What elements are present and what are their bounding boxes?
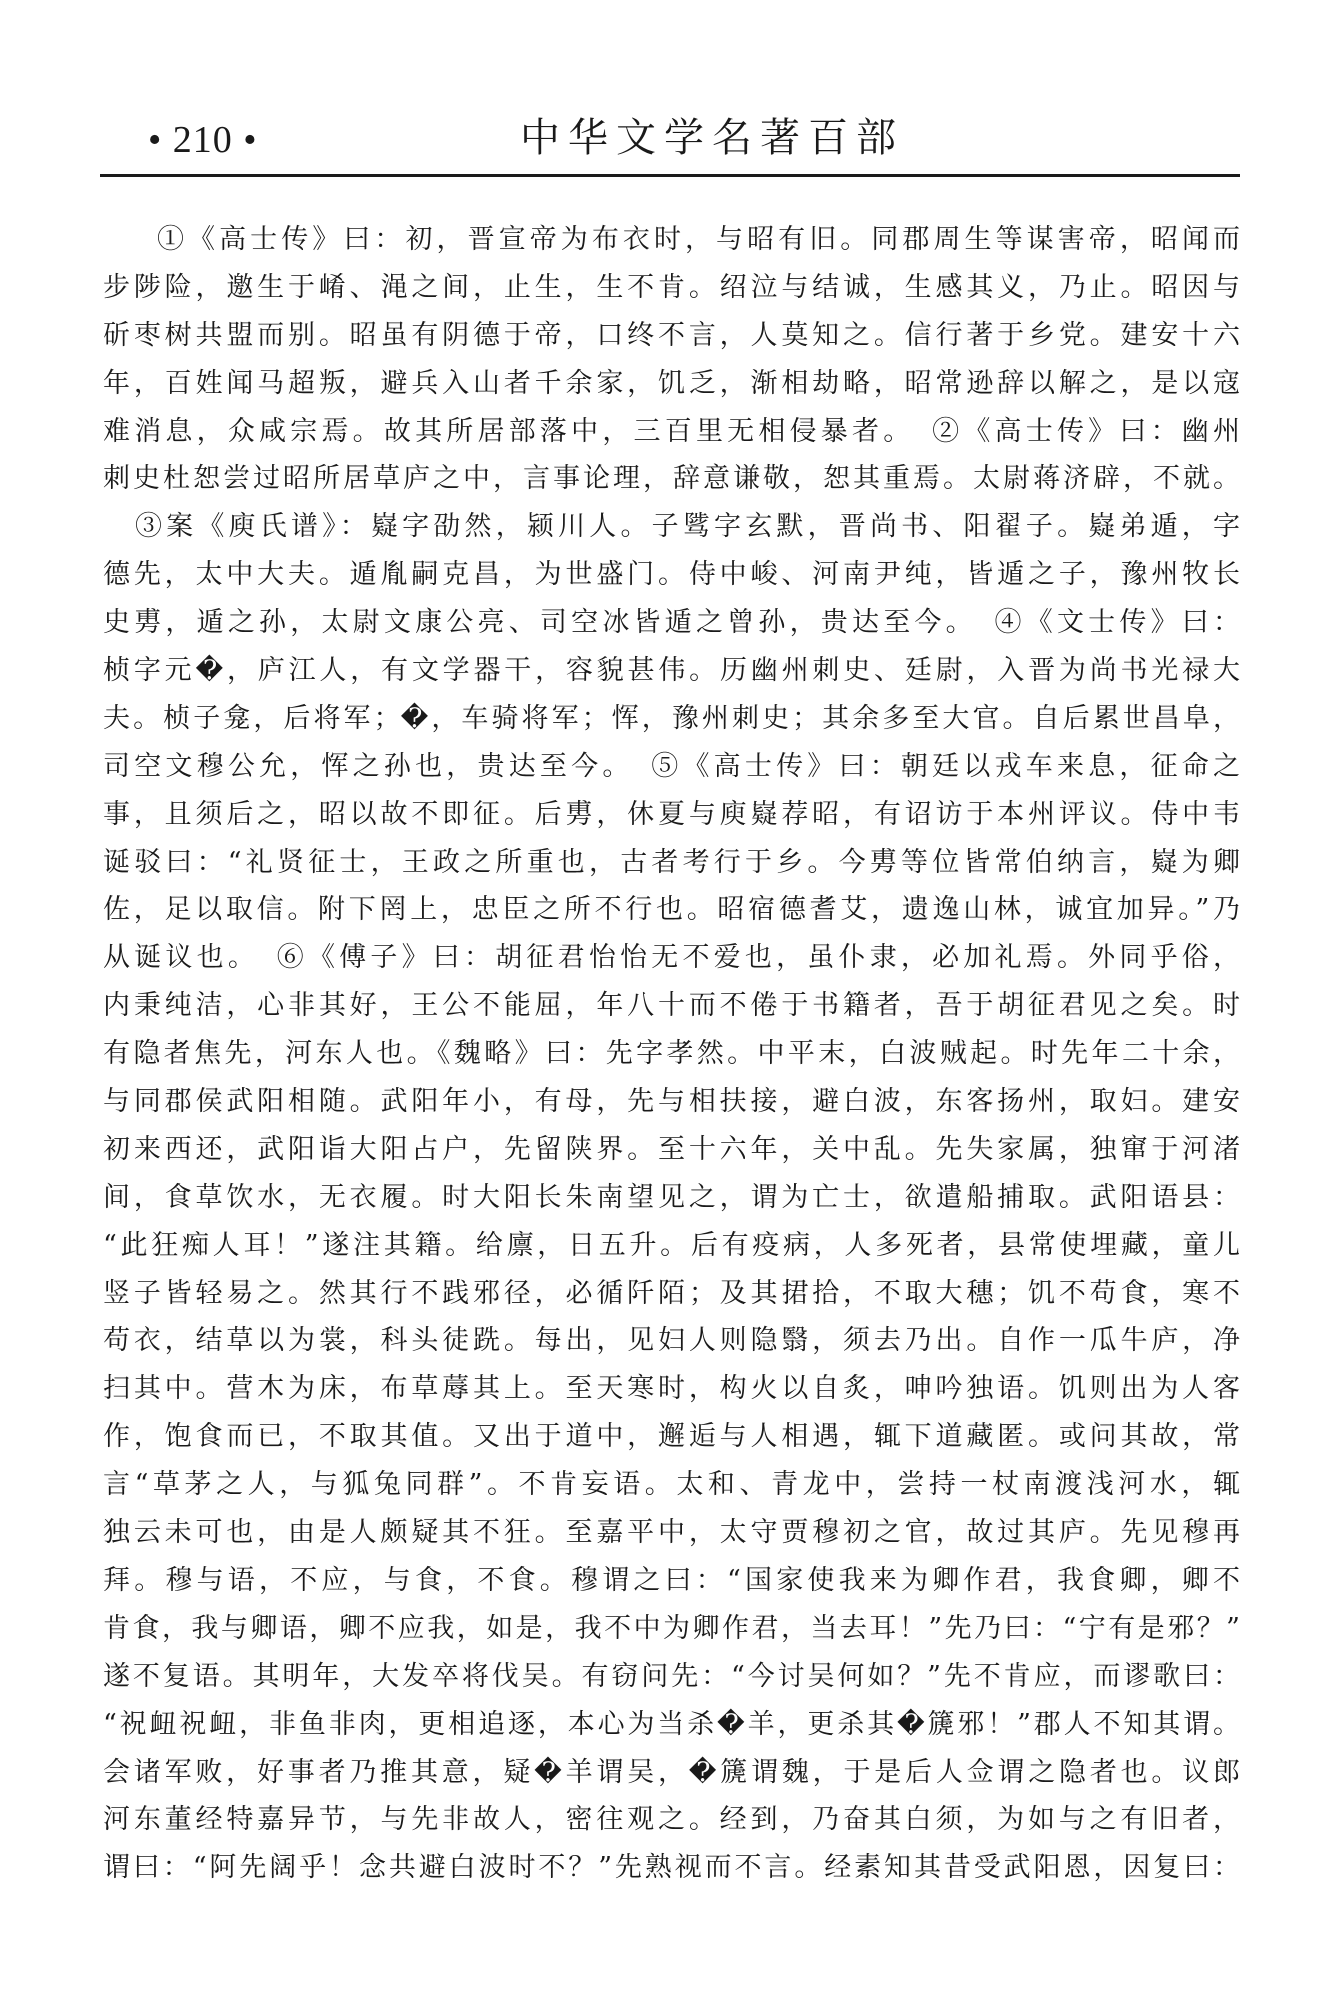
text-line: 刺史杜恕尝过昭所居草庐之中，言事论理，辞意谦敬，恕其重焉。太尉蒋济辟，不就。 — [103, 463, 1240, 495]
text-line: 河东董经特嘉异节，与先非故人，密往观之。经到，乃奋其白须，为如与之有旧者， — [103, 1804, 1240, 1836]
text-line: 间，食草饮水，无衣履。时大阳长朱南望见之，谓为亡士，欲遣船捕取。武阳语县： — [103, 1181, 1240, 1213]
text-line: 年，百姓闻马超叛，避兵入山者千余家，饥乏，渐相劫略，昭常逊辞以解之，是以寇 — [103, 367, 1240, 399]
text-line: ③案《庾氏谱》：嶷字劭然，颍川人。子骘字玄默，晋尚书、阳翟子。嶷弟遁，字 — [135, 511, 1240, 543]
text-line: 从诞议也。 ⑥《傅子》曰：胡征君怡怡无不爱也，虽仆隶，必加礼焉。外同乎俗， — [103, 942, 1240, 974]
text-line: 史旉，遁之孙，太尉文康公亮、司空冰皆遁之曾孙，贵达至今。 ④《文士传》曰： — [103, 607, 1240, 639]
page-number: • 210 • — [148, 119, 258, 161]
text-line: 苟衣，结草以为裳，科头徒跣。每出，见妇人则隐翳，须去乃出。自作一瓜牛庐，净 — [103, 1325, 1240, 1357]
text-line: 诞驳曰：“礼贤征士，王政之所重也，古者考行于乡。今旉等位皆常伯纳言，嶷为卿 — [103, 846, 1240, 878]
text-line: 会诸军败，好事者乃推其意，疑�羊谓吴，�篪谓魏，于是后人佥谓之隐者也。议郎 — [103, 1756, 1240, 1788]
text-line: 言“草茅之人，与狐兔同群”。不肯妄语。太和、青龙中，尝持一杖南渡浅河水，辄 — [103, 1469, 1240, 1501]
text-line: 难消息，众咸宗焉。故其所居部落中，三百里无相侵暴者。 ②《高士传》曰：幽州 — [103, 415, 1240, 447]
text-line: 夫。桢子龛，后将军；�，车骑将军；恽，豫州刺史；其余多至大官。自后累世昌阜， — [103, 702, 1240, 734]
book-title: 中华文学名著百部 — [520, 115, 904, 161]
text-line: 拜。穆与语，不应，与食，不食。穆谓之曰：“国家使我来为卿作君，我食卿，卿不 — [103, 1564, 1240, 1596]
header-rule — [100, 174, 1240, 177]
text-line: 步陟险，邀生于崤、渑之间，止生，生不肯。绍泣与结诚，生感其义，乃止。昭因与 — [103, 271, 1240, 303]
text-line: 内秉纯洁，心非其好，王公不能屈，年八十而不倦于书籍者，吾于胡征君见之矣。时 — [103, 990, 1240, 1022]
text-line: 独云未可也，由是人颇疑其不狂。至嘉平中，太守贾穆初之官，故过其庐。先见穆再 — [103, 1517, 1240, 1549]
text-line: 初来西还，武阳诣大阳占户，先留陕界。至十六年，关中乱。先失家属，独窜于河渚 — [103, 1133, 1240, 1165]
text-line: ①《高士传》曰：初，晋宣帝为布衣时，与昭有旧。同郡周生等谋害帝，昭闻而 — [157, 224, 1240, 255]
text-line: 事，且须后之，昭以故不即征。后旉，休夏与庾嶷荐昭，有诏访于本州评议。侍中韦 — [103, 798, 1240, 830]
text-line: 扫其中。营木为床，布草蓐其上。至天寒时，构火以自炙，呻吟独语。饥则出为人客 — [103, 1373, 1240, 1405]
text-line: 德先，太中大夫。遁胤嗣克昌，为世盛门。侍中峻、河南尹纯，皆遁之子，豫州牧长 — [103, 559, 1240, 591]
running-header — [100, 100, 1240, 172]
text-line: 谓曰：“阿先阔乎！念共避白波时不？”先熟视而不言。经素知其昔受武阳恩，因复曰： — [103, 1852, 1240, 1884]
text-line: 竖子皆轻易之。然其行不践邪径，必循阡陌；及其捃拾，不取大穗；饥不苟食，寒不 — [103, 1277, 1240, 1309]
commentary-text — [103, 216, 1240, 1892]
text-line: 桢字元�，庐江人，有文学器干，容貌甚伟。历幽州刺史、廷尉，入晋为尚书光禄大 — [103, 655, 1240, 687]
text-line: 司空文穆公允，恽之孙也，贵达至今。 ⑤《高士传》曰：朝廷以戎车来息，征命之 — [103, 750, 1240, 782]
text-line: 遂不复语。其明年，大发卒将伐吴。有窃问先：“今讨吴何如？”先不肯应，而谬歌曰： — [103, 1660, 1240, 1692]
text-line: 与同郡侯武阳相随。武阳年小，有母，先与相扶接，避白波，东客扬州，取妇。建安 — [103, 1086, 1240, 1118]
text-line: 肯食，我与卿语，卿不应我，如是，我不中为卿作君，当去耳！”先乃曰：“宁有是邪？” — [103, 1612, 1240, 1644]
text-line: 作，饱食而已，不取其值。又出于道中，邂逅与人相遇，辄下道藏匿。或问其故，常 — [103, 1421, 1240, 1453]
text-line: 佐，足以取信。附下罔上，忠臣之所不行也。昭宿德耆艾，遗逸山林，诚宜加异。”乃 — [103, 894, 1240, 926]
text-line: “此狂痴人耳！”遂注其籍。给廪，日五升。后有疫病，人多死者，县常使埋藏，童儿 — [103, 1229, 1240, 1261]
text-line: “祝衄祝衄，非鱼非肉，更相追逐，本心为当杀�羊，更杀其�篪邪！”郡人不知其谓。 — [103, 1708, 1240, 1740]
text-line: 有隐者焦先，河东人也。《魏略》曰：先字孝然。中平末，白波贼起。时先年二十余， — [103, 1038, 1240, 1070]
text-line: 斫枣树共盟而别。昭虽有阴德于帝，口终不言，人莫知之。信行著于乡党。建安十六 — [103, 319, 1240, 351]
